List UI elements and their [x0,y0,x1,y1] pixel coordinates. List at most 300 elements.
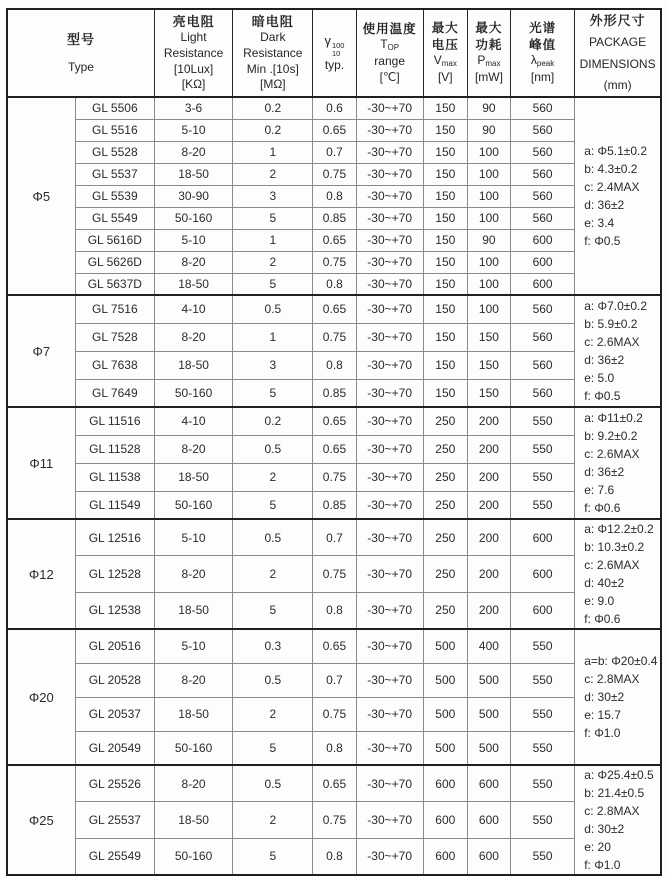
light-resistance-cell: 50-160 [154,731,232,765]
model-cell: GL 20528 [75,663,154,697]
temp-range-cell: -30~+70 [356,663,423,697]
pmax-header-zh: 最大 [475,21,503,36]
light-resistance-cell: 5-10 [154,229,232,251]
model-cell: GL 5528 [75,141,154,163]
package-dimension-line: f: Φ0.6 [584,501,621,515]
light-resistance-cell: 50-160 [154,491,232,519]
light-resistance-cell: 5-10 [154,119,232,141]
package-dimension-line: a: Φ5.1±0.2 [584,144,648,158]
temp-range-cell: -30~+70 [356,141,423,163]
lambda-peak-cell: 600 [511,251,575,273]
light-header-line: Resistance [163,45,224,60]
gamma-sup: 100 [331,40,345,50]
package-dimension-line: e: 20 [584,840,611,854]
lambda-peak-cell: 560 [511,119,575,141]
temp-range-cell: -30~+70 [356,185,423,207]
model-cell: GL 7528 [75,323,154,351]
lambda-sub: peak [536,59,555,69]
dark-resistance-cell: 0.5 [233,663,313,697]
pmax-cell: 200 [467,435,510,463]
dark-header-line: Resistance [243,45,303,60]
pmax-cell: 150 [467,323,510,351]
light-resistance-cell: 8-20 [154,141,232,163]
gamma-typ-label: typ. [324,58,345,73]
package-dimensions-cell [575,519,661,629]
table-row [7,629,661,663]
gamma-cell: 0.65 [313,119,356,141]
temp-unit: [℃] [379,69,400,84]
gamma-cell: 0.75 [313,323,356,351]
package-header-line: PACKAGE [589,34,647,49]
package-dimension-line: d: 36±2 [584,465,625,479]
model-cell: GL 5516 [75,119,154,141]
pmax-cell: 200 [467,556,510,593]
package-dimension-line: f: Φ1.0 [584,726,621,740]
table-row [7,491,661,519]
dark-resistance-cell: 2 [233,697,313,731]
dark-resistance-cell: 0.2 [233,119,313,141]
package-dimension-line: a=b: Φ20±0.4 [584,654,658,668]
dark-resistance-cell: 1 [233,229,313,251]
gamma-cell: 0.65 [313,295,356,323]
lambda-peak-cell: 550 [511,802,575,839]
package-dimension-line: f: Φ0.6 [584,612,621,626]
light-resistance-cell: 50-160 [154,207,232,229]
light-resistance-cell: 18-50 [154,163,232,185]
dark-resistance-cell: 2 [233,556,313,593]
package-dimension-line: a: Φ25.4±0.5 [584,768,654,782]
lambda-peak-cell: 560 [511,351,575,379]
vmax-cell: 250 [423,592,467,629]
temp-range-cell: -30~+70 [356,323,423,351]
model-cell: GL 5549 [75,207,154,229]
vmax-cell: 150 [423,141,467,163]
pmax-cell: 600 [467,765,510,802]
gamma-cell: 0.65 [313,435,356,463]
dark-resistance-cell: 0.5 [233,295,313,323]
package-dimension-line: e: 9.0 [584,594,615,608]
gamma-letter: γ [324,32,331,48]
vmax-cell: 150 [423,207,467,229]
package-dimension-line: a: Φ12.2±0.2 [584,522,654,536]
lambda-peak-cell: 600 [511,229,575,251]
table-row [7,379,661,407]
vmax-cell: 250 [423,556,467,593]
gamma-cell: 0.6 [313,97,356,119]
lambda-peak-cell: 550 [511,697,575,731]
temp-header-zh: 使用温度 [362,21,417,36]
gamma-cell: 0.8 [313,592,356,629]
package-dimension-line: b: 4.3±0.2 [584,162,638,176]
lambda-peak-cell: 550 [511,663,575,697]
light-header-zh: 亮电阻 [172,13,215,29]
pmax-cell: 100 [467,251,510,273]
vmax-header-zh: 最大 [431,21,459,36]
model-cell: GL 25526 [75,765,154,802]
vmax-cell: 600 [423,838,467,875]
dark-header-condition: Min .[10s] [246,61,299,76]
dark-resistance-cell: 5 [233,731,313,765]
model-cell: GL 5637D [75,273,154,295]
package-dimension-line: d: 30±2 [584,822,625,836]
pmax-cell: 150 [467,351,510,379]
dark-resistance-cell: 5 [233,592,313,629]
model-cell: GL 11538 [75,463,154,491]
package-dimension-line: a: Φ7.0±0.2 [584,299,648,313]
table-row [7,141,661,163]
dark-resistance-cell: 5 [233,491,313,519]
vmax-cell: 150 [423,295,467,323]
table-row [7,119,661,141]
temp-sub: OP [387,43,400,53]
gamma-cell: 0.8 [313,185,356,207]
gamma-cell: 0.8 [313,731,356,765]
temp-range-cell: -30~+70 [356,435,423,463]
table-row [7,251,661,273]
pmax-cell: 600 [467,838,510,875]
dark-resistance-cell: 0.3 [233,629,313,663]
vmax-cell: 150 [423,185,467,207]
table-row [7,273,661,295]
pmax-cell: 200 [467,491,510,519]
header-row [7,9,661,97]
dark-resistance-cell: 1 [233,323,313,351]
vmax-letter: V [433,53,442,68]
vmax-cell: 250 [423,491,467,519]
lambda-peak-cell: 550 [511,731,575,765]
package-dimension-line: c: 2.6MAX [584,335,640,349]
table-row [7,207,661,229]
pmax-cell: 200 [467,592,510,629]
dark-resistance-cell: 2 [233,251,313,273]
lambda-peak-cell: 600 [511,519,575,556]
lambda-header-zh: 光谱 [529,21,557,36]
pmax-symbol [468,53,510,70]
temp-range-cell: -30~+70 [356,519,423,556]
dark-resistance-cell: 5 [233,838,313,875]
temp-range-cell: -30~+70 [356,802,423,839]
model-cell: GL 7649 [75,379,154,407]
col-header-lambda-peak [511,9,575,97]
col-header-gamma [313,9,356,97]
pmax-cell: 100 [467,207,510,229]
package-dimension-line: d: 30±2 [584,690,625,704]
gamma-cell: 0.65 [313,407,356,435]
light-resistance-cell: 50-160 [154,838,232,875]
pmax-unit: [mW] [474,69,503,84]
group-name-cell: Φ12 [7,519,75,629]
pmax-cell: 100 [467,273,510,295]
model-cell: GL 12538 [75,592,154,629]
photoresistor-spec-table [6,8,662,876]
table-row [7,185,661,207]
col-header-dark-resistance [233,9,313,97]
temp-range-cell: -30~+70 [356,351,423,379]
light-header-condition: [10Lux] [173,61,214,76]
gamma-cell: 0.65 [313,229,356,251]
light-resistance-cell: 4-10 [154,295,232,323]
pmax-cell: 200 [467,519,510,556]
gamma-cell: 0.75 [313,697,356,731]
table-row [7,838,661,875]
light-resistance-cell: 18-50 [154,351,232,379]
vmax-cell: 150 [423,273,467,295]
package-dimension-line: c: 2.8MAX [584,804,640,818]
model-cell: GL 5539 [75,185,154,207]
lambda-peak-cell: 560 [511,185,575,207]
temp-range-cell: -30~+70 [356,97,423,119]
model-cell: GL 7516 [75,295,154,323]
package-dimension-line: e: 15.7 [584,708,621,722]
vmax-cell: 150 [423,251,467,273]
model-cell: GL 20537 [75,697,154,731]
temp-range-cell: -30~+70 [356,629,423,663]
lambda-unit: [nm] [530,69,555,84]
dark-resistance-cell: 0.5 [233,519,313,556]
lambda-peak-cell: 550 [511,491,575,519]
table-row [7,323,661,351]
group-name-cell: Φ25 [7,765,75,875]
temp-range-label: range [374,53,405,68]
vmax-cell: 600 [423,802,467,839]
lambda-peak-cell: 600 [511,556,575,593]
pmax-cell: 200 [467,463,510,491]
package-dimension-line: a: Φ11±0.2 [584,411,643,425]
table-row [7,435,661,463]
package-dimension-line: d: 40±2 [584,576,625,590]
lambda-peak-cell: 560 [511,323,575,351]
dark-resistance-cell: 2 [233,802,313,839]
model-cell: GL 20549 [75,731,154,765]
light-resistance-cell: 18-50 [154,592,232,629]
pmax-cell: 90 [467,97,510,119]
model-cell: GL 5616D [75,229,154,251]
pmax-cell: 500 [467,663,510,697]
dark-resistance-cell: 5 [233,273,313,295]
dark-resistance-cell: 2 [233,163,313,185]
model-cell: GL 7638 [75,351,154,379]
table-row [7,556,661,593]
temp-range-cell: -30~+70 [356,163,423,185]
lambda-peak-cell: 600 [511,273,575,295]
gamma-symbol [313,32,355,59]
col-header-type [7,9,154,97]
model-cell: GL 5537 [75,163,154,185]
gamma-cell: 0.75 [313,463,356,491]
model-cell: GL 11516 [75,407,154,435]
temp-range-cell: -30~+70 [356,295,423,323]
table-row [7,765,661,802]
dark-resistance-cell: 2 [233,463,313,491]
pmax-sub: max [485,59,501,69]
col-header-light-resistance [154,9,232,97]
table-row [7,463,661,491]
col-header-vmax [423,9,467,97]
package-dimension-line: c: 2.8MAX [584,672,640,686]
pmax-cell: 100 [467,185,510,207]
package-dimension-line: b: 5.9±0.2 [584,317,638,331]
vmax-sub: max [441,59,457,69]
temp-range-cell: -30~+70 [356,207,423,229]
dark-resistance-cell: 3 [233,351,313,379]
lambda-peak-cell: 550 [511,838,575,875]
pmax-cell: 400 [467,629,510,663]
package-dimension-line: c: 2.6MAX [584,447,640,461]
gamma-cell: 0.65 [313,765,356,802]
package-dimension-line: e: 3.4 [584,216,615,230]
table-row [7,663,661,697]
vmax-cell: 600 [423,765,467,802]
pmax-cell: 600 [467,802,510,839]
table-row [7,163,661,185]
lambda-peak-cell: 550 [511,435,575,463]
gamma-cell: 0.85 [313,379,356,407]
lambda-peak-cell: 560 [511,97,575,119]
lambda-peak-cell: 560 [511,163,575,185]
temp-range-cell: -30~+70 [356,491,423,519]
light-resistance-cell: 18-50 [154,273,232,295]
gamma-cell: 0.75 [313,163,356,185]
group-name-cell: Φ20 [7,629,75,765]
temp-range-cell: -30~+70 [356,407,423,435]
package-dimension-line: f: Φ0.5 [584,234,621,248]
dark-header-zh: 暗电阻 [251,13,294,29]
light-resistance-cell: 8-20 [154,323,232,351]
lambda-peak-cell: 550 [511,407,575,435]
dark-resistance-cell: 3 [233,185,313,207]
gamma-cell: 0.7 [313,519,356,556]
lambda-peak-cell: 560 [511,141,575,163]
light-header-line: Light [180,29,207,44]
light-resistance-cell: 8-20 [154,765,232,802]
package-dimensions-cell [575,407,661,519]
lambda-symbol [511,53,574,70]
gamma-cell: 0.75 [313,802,356,839]
package-dimensions-cell [575,295,661,407]
vmax-header-zh: 电压 [431,37,459,52]
dark-resistance-cell: 5 [233,207,313,229]
lambda-letter: λ [530,53,537,68]
pmax-cell: 500 [467,697,510,731]
model-cell: GL 5506 [75,97,154,119]
table-row [7,519,661,556]
pmax-cell: 200 [467,407,510,435]
model-cell: GL 20516 [75,629,154,663]
light-resistance-cell: 5-10 [154,519,232,556]
pmax-cell: 100 [467,141,510,163]
temp-range-cell: -30~+70 [356,592,423,629]
package-header-zh: 外形尺寸 [589,12,646,28]
pmax-header-zh: 功耗 [475,37,503,52]
table-row [7,697,661,731]
dark-resistance-cell: 1 [233,141,313,163]
lambda-peak-cell: 560 [511,379,575,407]
pmax-cell: 100 [467,295,510,323]
temp-range-cell: -30~+70 [356,765,423,802]
type-header-zh: 型号 [66,31,95,47]
pmax-cell: 500 [467,731,510,765]
package-dimension-line: b: 9.2±0.2 [584,429,638,443]
lambda-peak-cell: 560 [511,207,575,229]
gamma-cell: 0.85 [313,491,356,519]
vmax-unit: [V] [437,69,453,84]
table-row [7,97,661,119]
dark-header-line: Dark [260,29,286,44]
temp-range-cell: -30~+70 [356,556,423,593]
type-header-en: Type [67,59,94,74]
package-header-unit: (mm) [603,78,632,93]
vmax-cell: 250 [423,435,467,463]
vmax-cell: 500 [423,663,467,697]
vmax-cell: 150 [423,379,467,407]
vmax-cell: 250 [423,407,467,435]
temp-letter: T [380,37,388,52]
package-dimensions-cell [575,97,661,295]
lambda-peak-cell: 560 [511,295,575,323]
light-resistance-cell: 8-20 [154,251,232,273]
temp-range-cell: -30~+70 [356,731,423,765]
light-resistance-cell: 50-160 [154,379,232,407]
light-resistance-cell: 18-50 [154,802,232,839]
package-header-line: DIMENSIONS [579,56,656,71]
vmax-symbol [424,53,467,70]
dark-resistance-cell: 0.5 [233,765,313,802]
light-resistance-cell: 18-50 [154,463,232,491]
vmax-cell: 150 [423,351,467,379]
gamma-cell: 0.8 [313,838,356,875]
package-dimension-line: b: 10.3±0.2 [584,540,645,554]
vmax-cell: 250 [423,463,467,491]
gamma-sub: 10 [331,49,341,59]
vmax-cell: 500 [423,731,467,765]
lambda-peak-cell: 550 [511,765,575,802]
temp-range-cell: -30~+70 [356,119,423,141]
model-cell: GL 12516 [75,519,154,556]
dark-resistance-cell: 0.2 [233,407,313,435]
group-name-cell: Φ5 [7,97,75,295]
pmax-cell: 90 [467,119,510,141]
vmax-cell: 500 [423,629,467,663]
dark-resistance-cell: 0.5 [233,435,313,463]
package-dimension-line: c: 2.6MAX [584,558,640,572]
group-name-cell: Φ11 [7,407,75,519]
temp-symbol [357,37,423,54]
temp-range-cell: -30~+70 [356,251,423,273]
temp-range-cell: -30~+70 [356,463,423,491]
table-row [7,407,661,435]
package-dimension-line: e: 5.0 [584,371,615,385]
gamma-cell: 0.85 [313,207,356,229]
package-dimension-line: f: Φ0.5 [584,389,621,403]
table-row [7,351,661,379]
package-dimensions-cell [575,765,661,875]
model-cell: GL 25549 [75,838,154,875]
package-dimension-line: b: 21.4±0.5 [584,786,645,800]
col-header-package-dimensions [575,9,661,97]
vmax-cell: 150 [423,323,467,351]
spec-table-body [7,97,661,875]
pmax-cell: 90 [467,229,510,251]
lambda-header-zh: 峰值 [529,37,557,52]
vmax-cell: 500 [423,697,467,731]
table-row [7,295,661,323]
gamma-cell: 0.65 [313,629,356,663]
dark-resistance-cell: 5 [233,379,313,407]
vmax-cell: 150 [423,163,467,185]
package-dimension-line: c: 2.4MAX [584,180,640,194]
gamma-cell: 0.7 [313,141,356,163]
dark-header-unit: [MΩ] [259,77,286,92]
